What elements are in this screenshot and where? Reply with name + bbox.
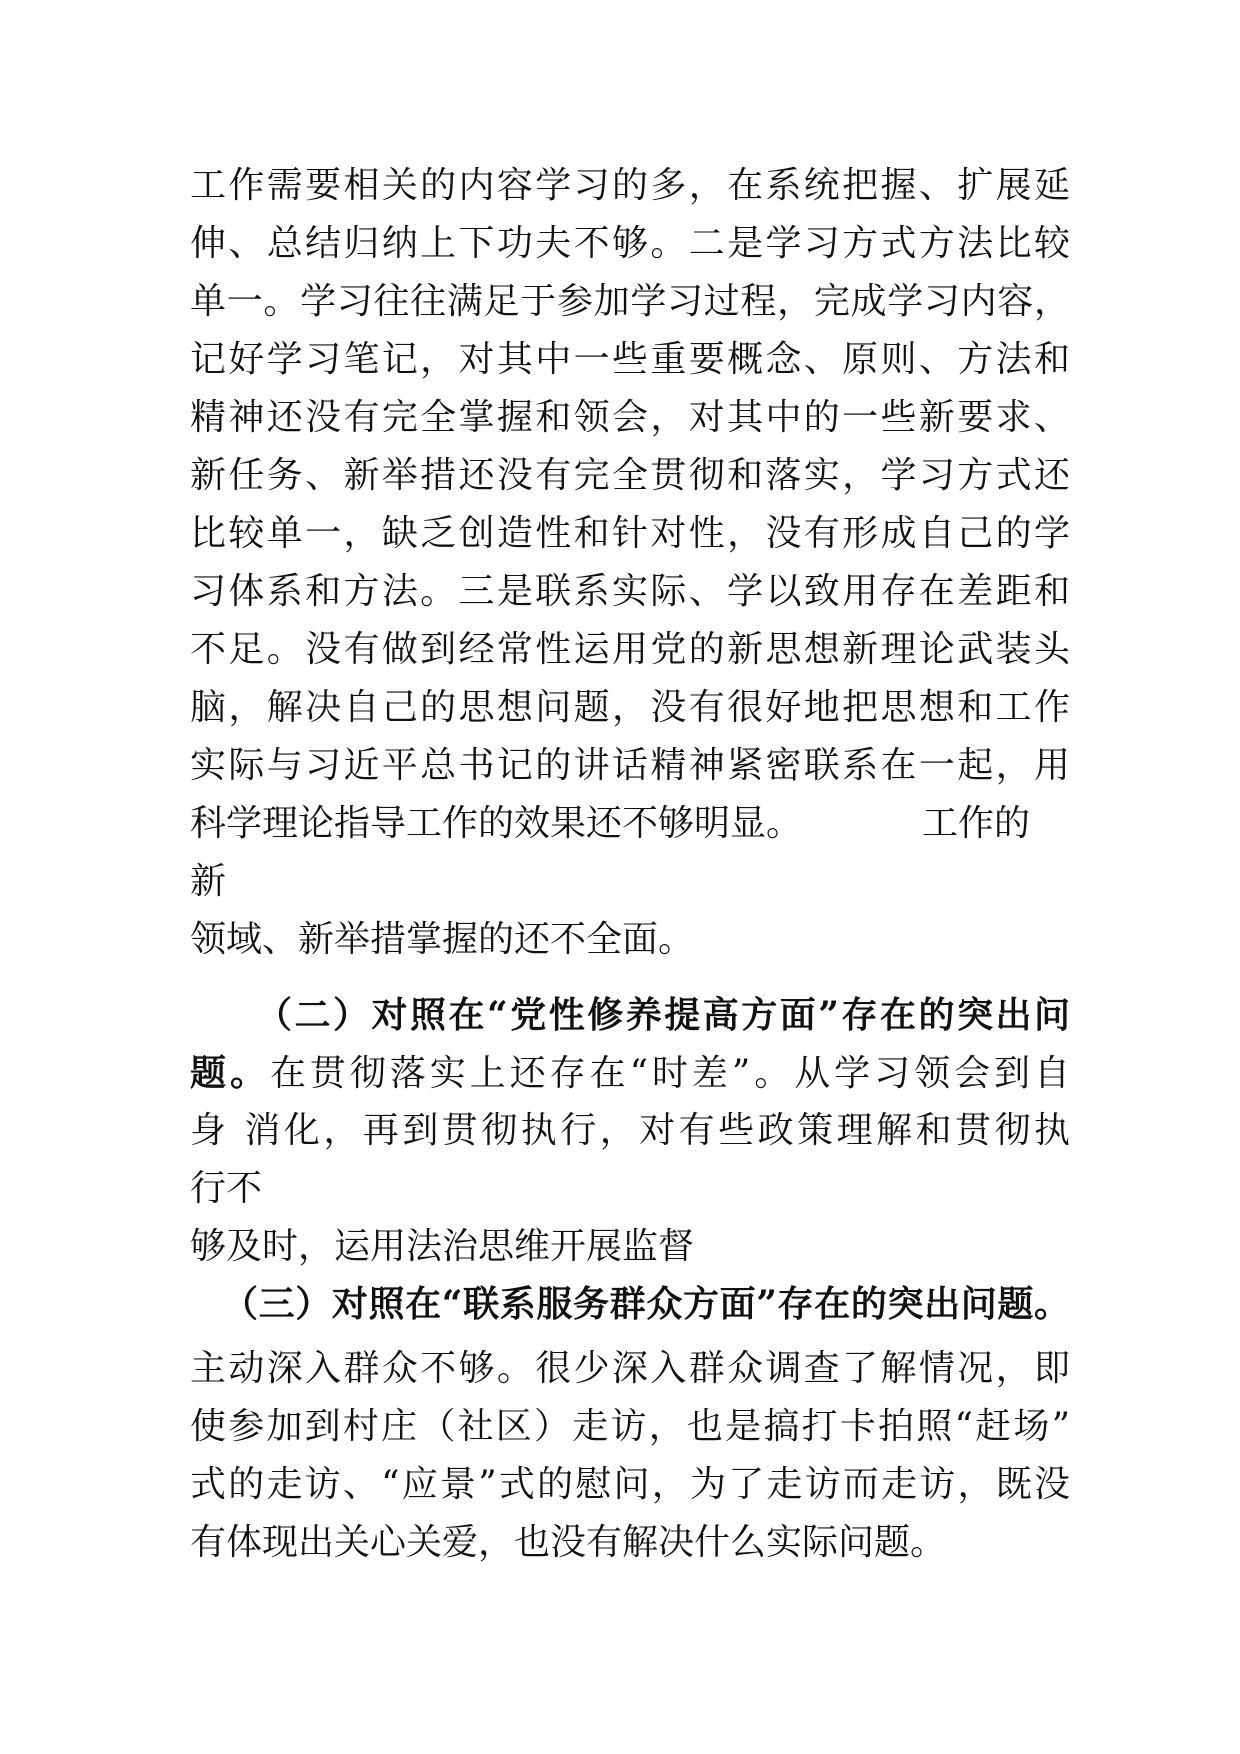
section2-line-3: 身 消化，再到贯彻执行，对有些政策理解和贯彻执 bbox=[190, 1110, 1070, 1151]
paragraph1-line-3: 单一。学习往往满足于参加学习过程，完成学习内容， bbox=[190, 281, 1070, 322]
section2-line-2 bbox=[190, 1044, 1070, 1102]
section2-heading-end: 题。 bbox=[190, 1052, 270, 1094]
paragraph1-line-8: 习体系和方法。三是联系实际、学以致用存在差距和 bbox=[190, 571, 1070, 612]
paragraph1-line-9: 不足。没有做到经常性运用党的新思想新理论武装头 bbox=[190, 629, 1070, 670]
paragraph1-line-11: 实际与习近平总书记的讲话精神紧密联系在一起，用 bbox=[190, 745, 1070, 786]
paragraph1-line-12-part2: 工作的 bbox=[922, 803, 1031, 844]
section2-line-5: 够及时，运用法治思维开展监督 bbox=[190, 1226, 695, 1267]
section3-line-4: 有体现出关心关爱，也没有解决什么实际问题。 bbox=[190, 1522, 947, 1563]
section3-line-1: 主动深入群众不够。很少深入群众调查了解情况，即 bbox=[190, 1348, 1070, 1389]
paragraph1-line-2: 伸、总结归纳上下功夫不够。二是学习方式方法比较 bbox=[190, 223, 1070, 264]
paragraph1-line-12-part1: 科学理论指导工作的效果还不够明显。 bbox=[190, 803, 803, 844]
paragraph1-line-10: 脑，解决自己的思想问题，没有很好地把思想和工作 bbox=[190, 687, 1070, 728]
paragraph1-line-12 bbox=[190, 795, 1070, 853]
section3-line-2: 使参加到村庄（社区）走访，也是搞打卡拍照“赶场” bbox=[190, 1406, 1070, 1447]
paragraph1-line-1: 工作需要相关的内容学习的多，在系统把握、扩展延 bbox=[190, 165, 1070, 206]
paragraph1-line-6: 新任务、新举措还没有完全贯彻和落实，学习方式还 bbox=[190, 455, 1070, 496]
paragraph1-line-4: 记好学习笔记，对其中一些重要概念、原则、方法和 bbox=[190, 339, 1070, 380]
section2-line-4: 行不 bbox=[190, 1168, 263, 1209]
section3-line-3: 式的走访、“应景”式的慰问，为了走访而走访，既没 bbox=[190, 1464, 1070, 1505]
paragraph1-line-13: 新 bbox=[190, 861, 227, 902]
section3-heading: （三）对照在“联系服务群众方面”存在的突出问题。 bbox=[222, 1283, 1070, 1325]
section2-heading-line-1: （二）对照在“党性修养提高方面”存在的突出问 bbox=[256, 994, 1070, 1036]
section2-line-2-text: 在贯彻落实上还存在“时差”。从学习领会到自 bbox=[269, 1053, 1070, 1094]
paragraph1-line-7: 比较单一，缺乏创造性和针对性，没有形成自己的学 bbox=[190, 513, 1070, 554]
paragraph1-line-5: 精神还没有完全掌握和领会，对其中的一些新要求、 bbox=[190, 397, 1070, 438]
paragraph1-line-14: 领域、新举措掌握的还不全面。 bbox=[190, 919, 695, 960]
